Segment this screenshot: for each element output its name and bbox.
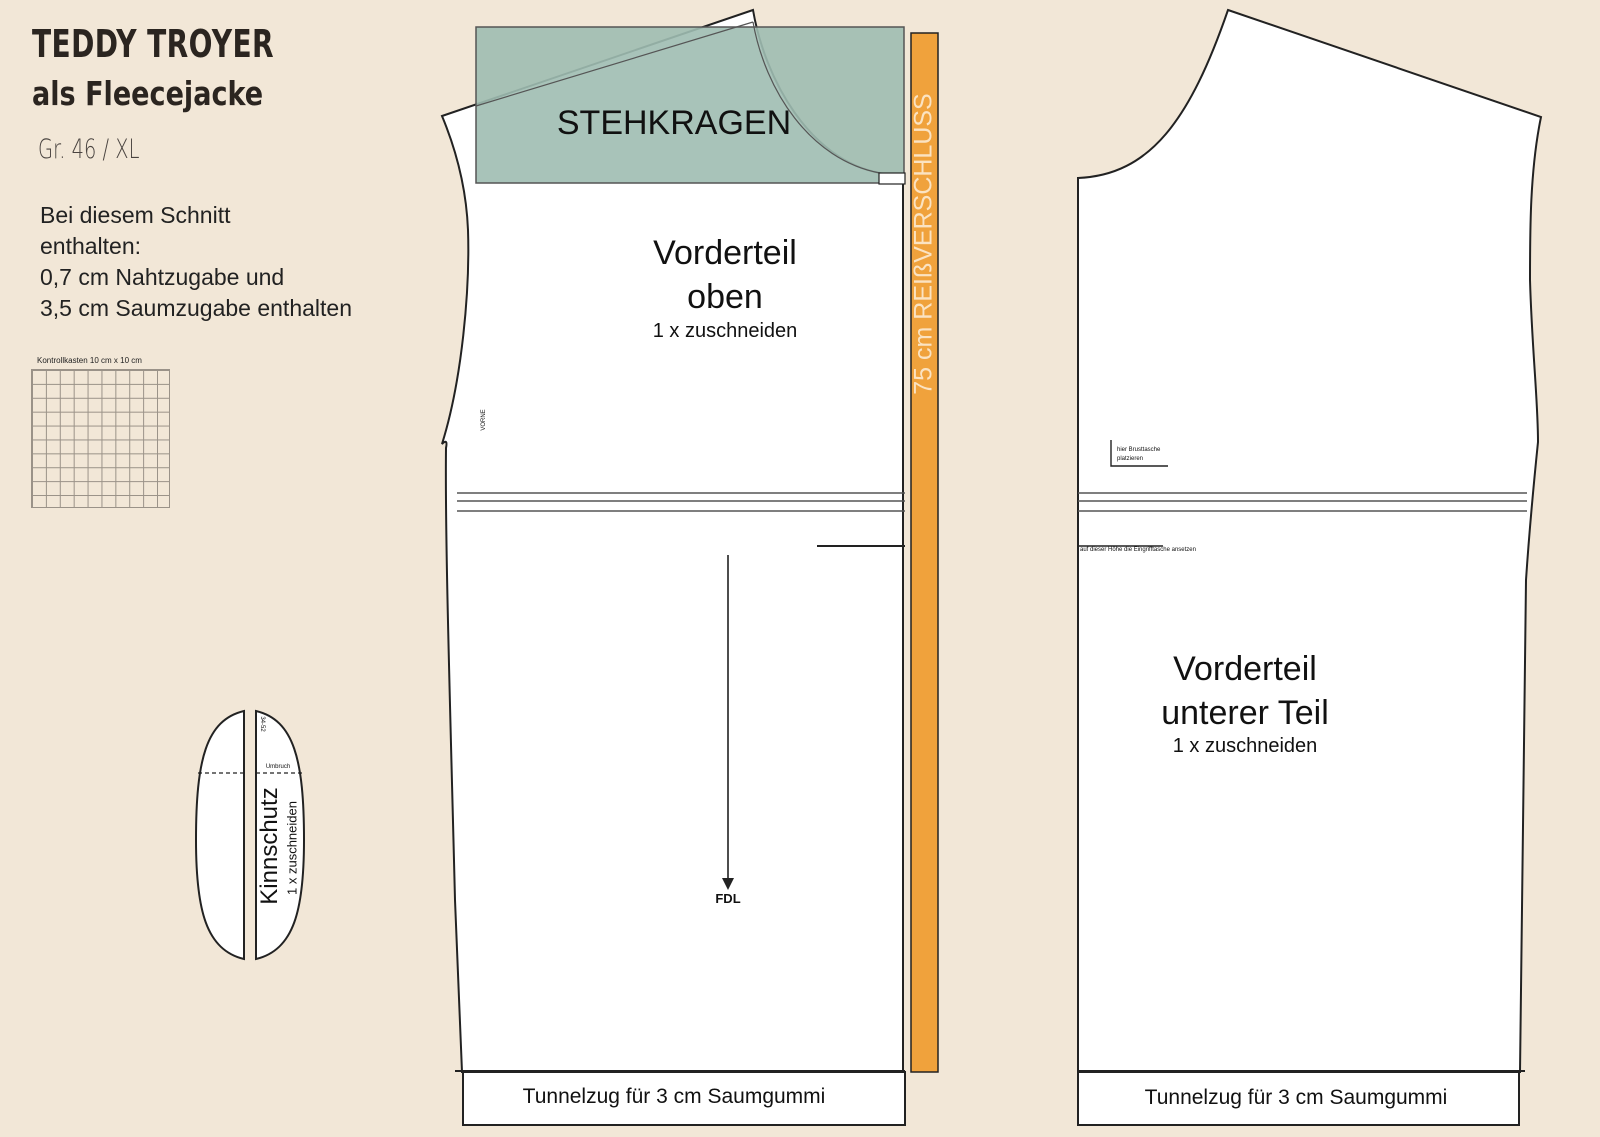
info-line-2: enthalten: bbox=[40, 233, 142, 259]
chin-guard-fold: Umbruch bbox=[265, 764, 291, 770]
upper-front-title-1: Vorderteil bbox=[653, 234, 797, 272]
side-pocket-note: auf dieser Höhe die Eingrifftasche ansetzen bbox=[1080, 547, 1196, 553]
zipper-label: 75 cm REIßVERSCHLUSS bbox=[909, 93, 938, 395]
control-box-label: Kontrollkasten 10 cm x 10 cm bbox=[37, 356, 142, 365]
collar-notch bbox=[879, 173, 905, 184]
info-line-4: 3,5 cm Saumzugabe enthalten bbox=[40, 295, 352, 321]
breast-pocket-note-1: hier Brusttasche bbox=[1117, 447, 1161, 453]
lower-front-title-2: unterer Teil bbox=[1161, 694, 1329, 732]
breast-pocket-note-2: platzieren bbox=[1117, 456, 1144, 462]
pattern-subtitle: als Fleecejacke bbox=[32, 74, 264, 113]
upper-front-title-2: oben bbox=[687, 278, 763, 316]
chin-guard-size-range: 34-52 bbox=[259, 716, 265, 732]
pattern-title: TEDDY TROYER bbox=[32, 22, 275, 66]
size-label: Gr. 46 / XL bbox=[38, 134, 140, 165]
info-block bbox=[40, 200, 420, 324]
control-box-grid bbox=[31, 369, 170, 508]
lower-front-hem-label: Tunnelzug für 3 cm Saumgummi bbox=[1144, 1086, 1448, 1109]
upper-front-cut: 1 x zuschneiden bbox=[652, 320, 798, 342]
info-line-3: 0,7 cm Nahtzugabe und bbox=[40, 264, 285, 290]
upper-front-hem-label: Tunnelzug für 3 cm Saumgummi bbox=[522, 1085, 826, 1108]
lower-front-title-1: Vorderteil bbox=[1173, 650, 1317, 688]
lower-front-piece bbox=[1078, 10, 1541, 1072]
collar-label: STEHKRAGEN bbox=[556, 104, 792, 142]
side-mark-vorne: VORNE bbox=[481, 409, 487, 431]
lower-front-cut: 1 x zuschneiden bbox=[1172, 735, 1318, 757]
chin-guard-cut: 1 x zuschneiden bbox=[284, 801, 300, 895]
chin-guard-title: Kinnschutz bbox=[256, 787, 283, 905]
grain-label: FDL bbox=[715, 891, 741, 906]
chin-guard-left-half bbox=[196, 711, 244, 959]
info-line-1: Bei diesem Schnitt bbox=[40, 202, 231, 228]
